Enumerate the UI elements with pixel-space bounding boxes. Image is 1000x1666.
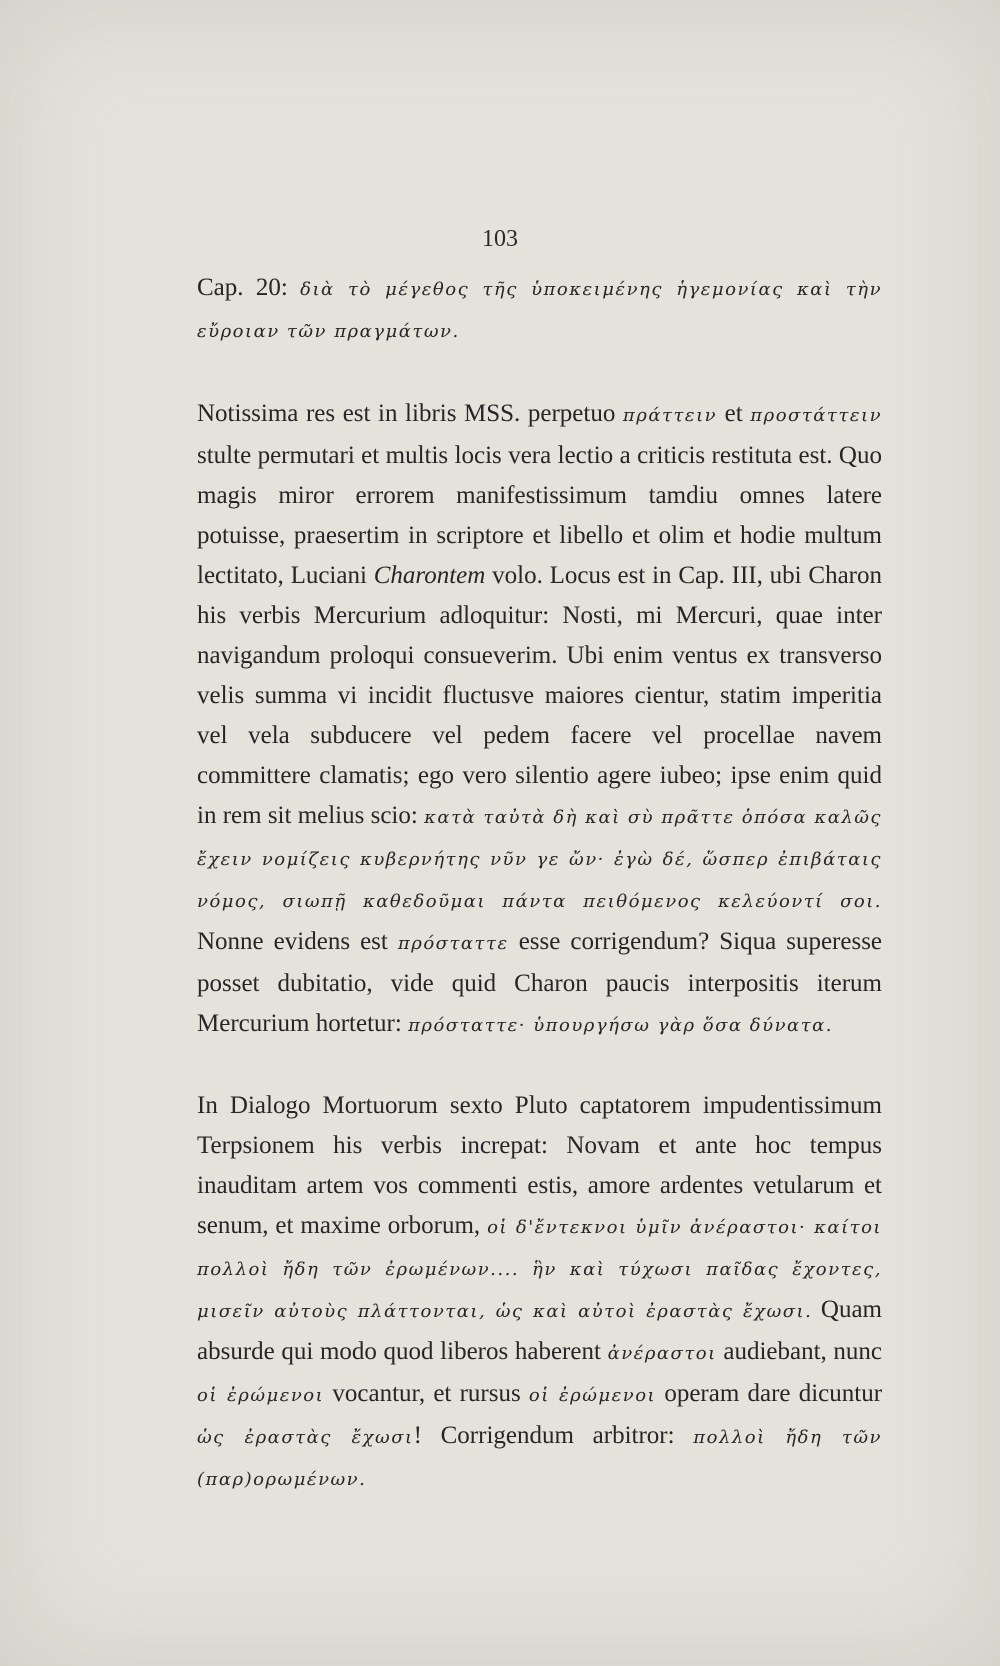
paragraph-gap <box>197 1046 882 1086</box>
para2-text-1: In Dialogo Mortuorum sexto Pluto captatorem impudentissimum Terpsionem his verbis increpat: Novam et ante hoc tempus inauditam artem vos commenti estis, amore ardentes vetularum et senum, et maxime orborum, <box>197 1092 882 1239</box>
para1-text-3: stulte permutari et multis locis vera lectio a criticis restituta est. Quo magis miror errorem manifestissimum tamdiu omnes latere potuisse, praesertim in scriptore et libello et olim et hodie multum lectitato, Luciani <box>197 442 882 589</box>
para2-greek-4: οἱ ἐρώμενοι <box>528 1385 657 1406</box>
text-block <box>197 268 882 1500</box>
para1-italic-title: Charontem <box>373 562 486 589</box>
para1-text-1: Notissima res est in libris MSS. perpetuo <box>197 400 616 427</box>
para1-text-2: et <box>724 400 743 427</box>
para2-greek-6: πολλοὶ ἤδη τῶν (παρ)ορωμένων. <box>197 1427 883 1490</box>
chapter-heading <box>197 268 882 352</box>
para1-greek-5: πρόσταττε· ὑπουργήσω γὰρ ὅσα δύνατα. <box>408 1015 834 1036</box>
para1-text-5: Nonne evidens est <box>197 928 388 955</box>
page-number: 103 <box>482 226 518 252</box>
paragraph-1 <box>197 394 882 1046</box>
para1-greek-3: κατὰ ταὐτὰ δὴ καὶ σὺ πρᾶττε ὁπόσα καλῶς ἔχειν νομίζεις κυβερνήτης νῦν γε ὤν· ἐγὼ δέ, ὥσπερ ἐπιβάταις νόμος, σιωπῇ καθεδοῦμαι πάντα πειθόμενος κελεύοντί σοι. <box>197 807 883 912</box>
para1-greek-2: προστάττειν <box>750 405 883 426</box>
para2-text-3: audiebant, nunc <box>723 1338 883 1365</box>
para2-greek-2: ἀνέραστοι <box>607 1343 717 1364</box>
heading-greek-quote: διὰ τὸ μέγεθος τῆς ὑποκειμένης ἡγεμονίας καὶ τὴν εὔροιαν τῶν πραγμάτων. <box>197 279 883 342</box>
para1-greek-4: πρόσταττε <box>397 933 509 954</box>
para2-greek-5: ὡς ἐραστὰς ἔχωσι <box>197 1427 414 1448</box>
para1-text-6: esse corrigendum? Siqua superesse posset dubitatio, vide quid Charon paucis interpositis iterum Mercurium hortetur: <box>197 928 883 1037</box>
para2-text-6: ! Corrigendum arbitror: <box>413 1422 675 1449</box>
paragraph-gap <box>197 352 882 394</box>
chapter-label: Cap. 20: <box>197 274 288 301</box>
para2-greek-1: οἱ δ'ἔντεκνοι ὑμῖν ἀνέραστοι· καίτοι πολλοὶ ἤδη τῶν ἐρωμένων.... ἣν καὶ τύχωσι παῖδας ἔχοντες, μισεῖν αὐτοὺς πλάττονται, ὡς καὶ αὐτοὶ ἐραστὰς ἔχωσι. <box>197 1217 882 1322</box>
para2-greek-3: οἱ ἐρώμενοι <box>197 1385 325 1406</box>
paragraph-2 <box>197 1086 882 1500</box>
para2-text-2: Quam absurde qui modo quod liberos haberent <box>197 1296 882 1365</box>
para2-text-4: vocantur, et rursus <box>332 1380 521 1407</box>
para2-text-5: operam dare dicuntur <box>664 1380 883 1407</box>
para1-greek-1: πράττειν <box>622 405 718 426</box>
para1-text-4: volo. Locus est in Cap. III, ubi Charon his verbis Mercurium adloquitur: Nosti, mi Mercuri, quae inter navigandum proloqui consueverim. Ubi enim ventus ex transverso velis summa vi incidit fluctusve maiores cientur, statim imperitia vel vela subducere vel pedem facere vel procellae navem committere clamatis; ego vero silentio agere iubeo; ipse enim quid in rem sit melius scio: <box>197 562 883 829</box>
